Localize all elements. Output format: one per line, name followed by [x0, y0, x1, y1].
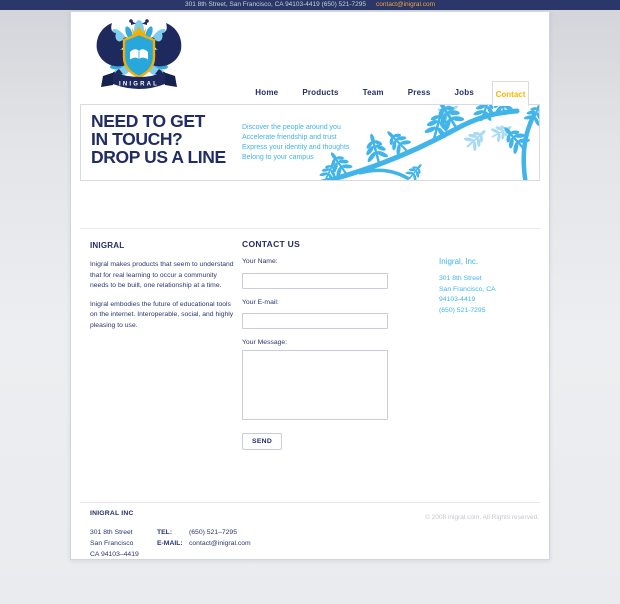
- footer-address: [90, 528, 157, 561]
- address-line: 94103-4419: [439, 296, 476, 304]
- contact-form-section: [242, 239, 388, 450]
- tagline-line: Belong to your campus: [242, 154, 314, 162]
- topbar-email-link[interactable]: contact@inigral.com: [376, 0, 436, 8]
- hero-headline: [91, 113, 226, 167]
- tel-value: (650) 521–7295: [189, 529, 237, 536]
- about-heading: INIGRAL: [90, 241, 125, 250]
- footer-address-line: 301 8th Street: [90, 529, 133, 536]
- about-paragraph: Inigral embodies the future of educational tools on the internet. Interoperable, social, and highly pleasing to use.: [90, 300, 234, 329]
- nav-item-press[interactable]: Press: [407, 88, 431, 97]
- contact-form-heading: CONTACT US: [242, 239, 301, 249]
- headline-line: IN TOUCH?: [91, 128, 183, 149]
- footer-address-line: CA 94103–4419: [90, 550, 139, 558]
- footer-contact: [157, 528, 251, 561]
- tagline-line: Express your identity and thoughts: [242, 144, 350, 152]
- topbar: [0, 0, 620, 10]
- nav-item-jobs[interactable]: Jobs: [454, 88, 474, 97]
- company-name: Inigral, Inc.: [439, 257, 479, 266]
- send-button[interactable]: SEND: [242, 433, 282, 450]
- inigral-crest-logo[interactable]: [89, 14, 189, 96]
- footer-email-label: E-MAIL:: [157, 539, 183, 547]
- header: [71, 12, 549, 104]
- footer-divider: [80, 502, 540, 503]
- email-input[interactable]: [242, 313, 388, 329]
- message-label: Your Message:: [242, 339, 288, 346]
- footer-heading: INIGRAL INC: [90, 510, 134, 517]
- tagline-line: Discover the people around you: [242, 124, 341, 131]
- about-paragraph: Inigral makes products that seem to understand that for real learning to occur a community needs to be built, one relationship at a time.: [90, 261, 234, 290]
- logo-wordmark: INIGRAL: [118, 81, 160, 88]
- nav-tab-contact-active[interactable]: Contact: [492, 81, 529, 106]
- nav-item-team[interactable]: Team: [362, 88, 384, 97]
- tel-label: TEL:: [157, 529, 173, 536]
- main-nav: [255, 88, 474, 97]
- footer: [90, 510, 539, 561]
- nav-item-home[interactable]: Home: [255, 88, 279, 97]
- name-input[interactable]: [242, 273, 388, 289]
- content-divider: [80, 228, 540, 229]
- address-line: 301 8th Street: [439, 275, 482, 282]
- name-label: Your Name:: [242, 258, 278, 265]
- address-line: San Francisco, CA: [439, 285, 496, 293]
- footer-copyright: © 2008 inigral.com. All Rights reserved.: [425, 514, 539, 521]
- footer-address-line: San Francisco: [90, 539, 134, 547]
- headline-line: NEED TO GET: [91, 111, 205, 131]
- footer-email-value[interactable]: contact@inigral.com: [189, 539, 251, 547]
- headline-line: DROP US A LINE: [91, 146, 226, 167]
- email-label: Your E-mail:: [242, 298, 279, 306]
- about-section: [90, 241, 236, 339]
- company-address-card: [439, 257, 539, 316]
- message-textarea[interactable]: [242, 350, 388, 420]
- hero-banner: [80, 104, 540, 181]
- address-line: (650) 521-7295: [439, 306, 486, 314]
- topbar-address: 301 8th Street, San Francisco, CA 94103-4419 (650) 521-7295: [184, 0, 367, 8]
- main-card: [70, 11, 550, 560]
- hero-tagline: [242, 123, 349, 164]
- tagline-line: Accelerate friendship and trust: [242, 134, 337, 142]
- nav-item-products[interactable]: Products: [302, 88, 339, 97]
